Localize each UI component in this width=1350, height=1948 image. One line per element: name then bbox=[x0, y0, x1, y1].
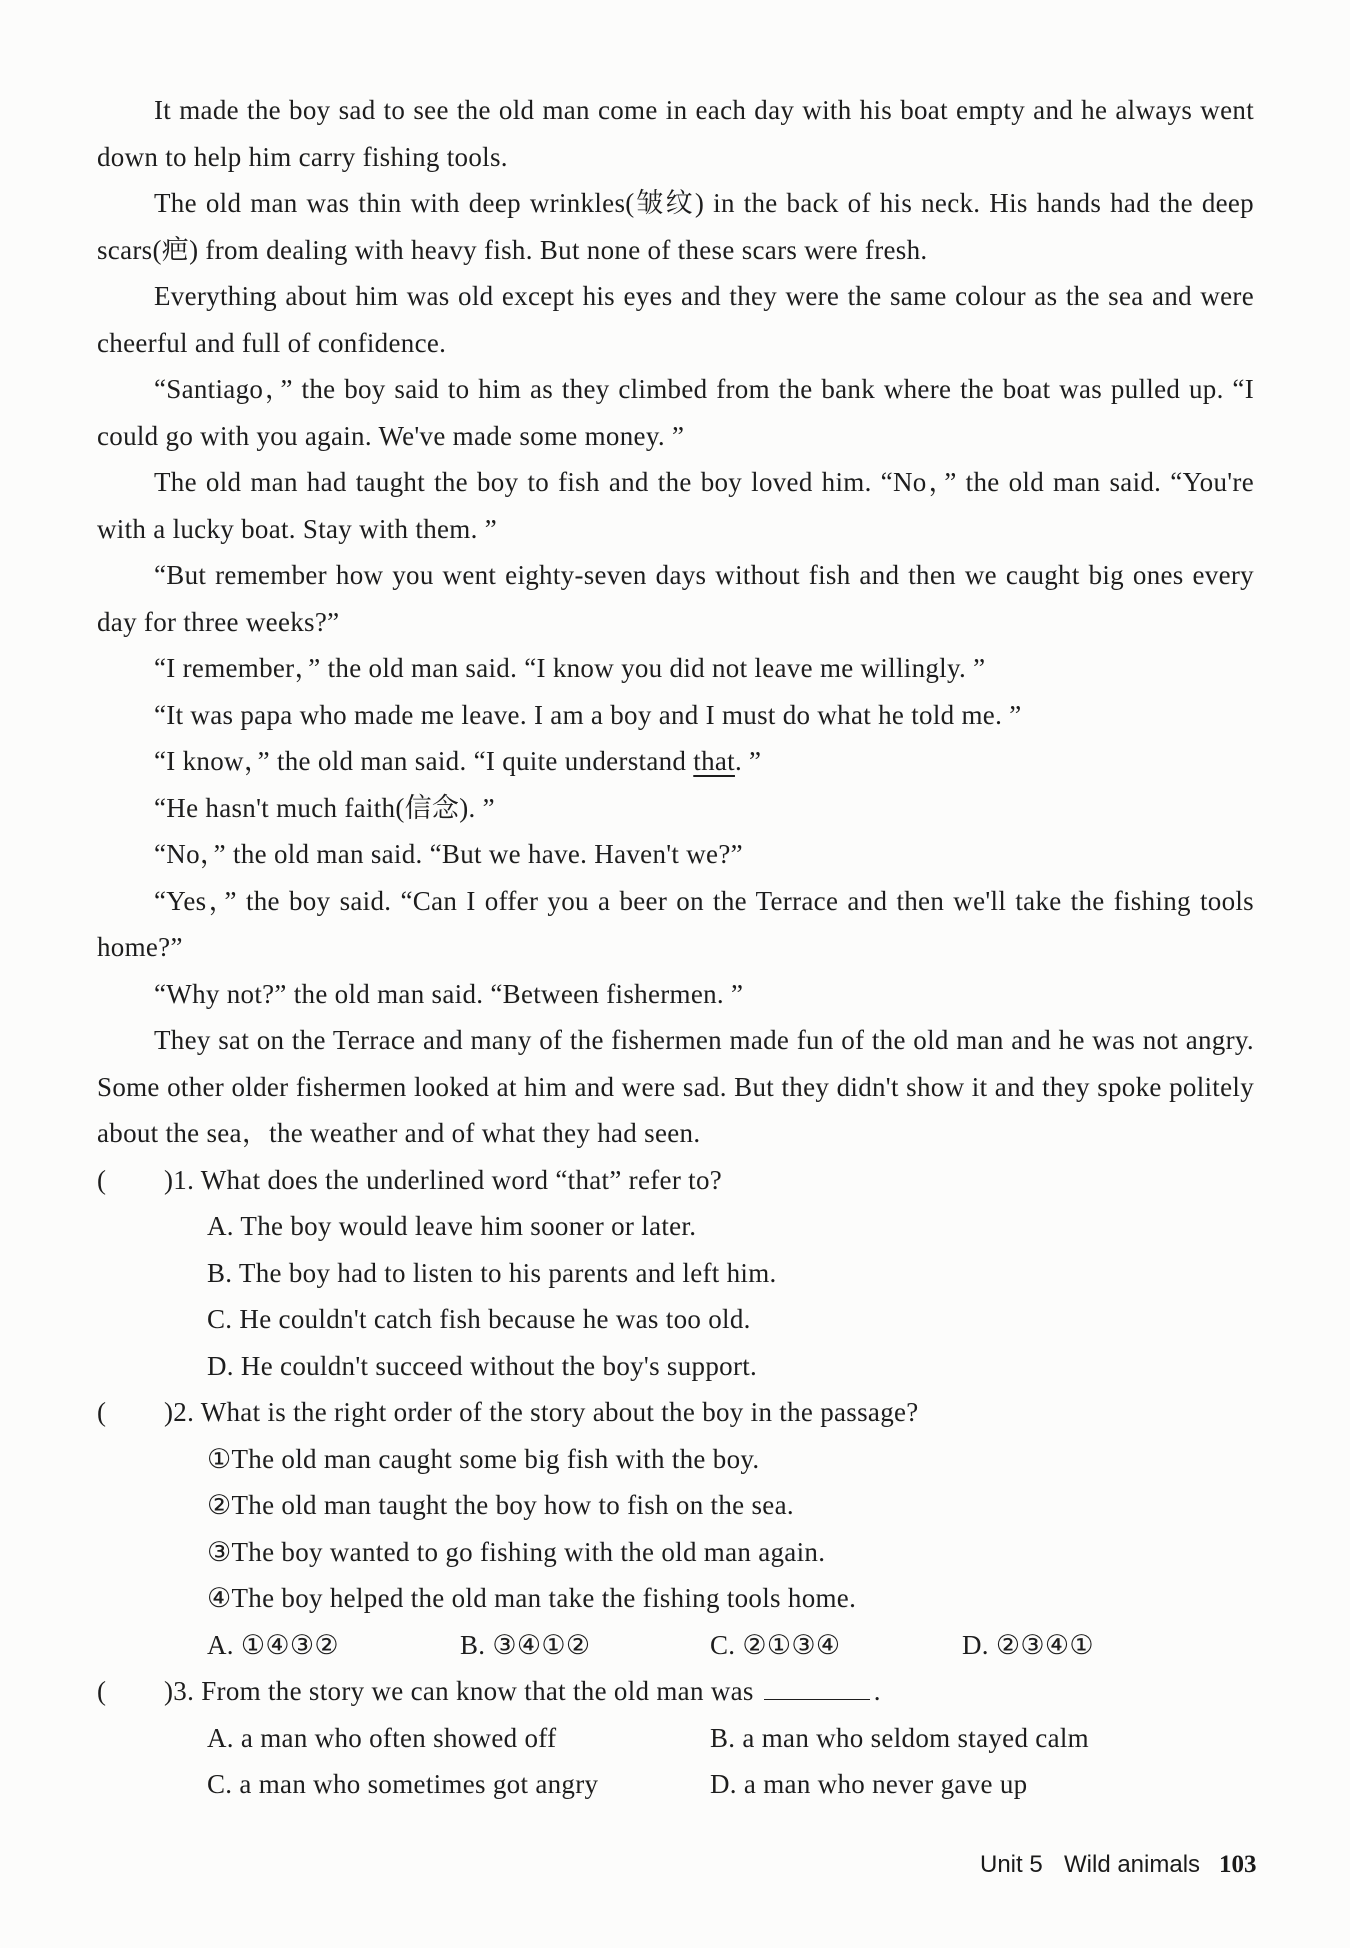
passage-paragraph: The old man had taught the boy to fish and the boy loved him. “No，” the old man said. “You're with a lucky boat. Stay with them. ” bbox=[97, 467, 1254, 544]
passage-paragraph: It made the boy sad to see the old man come in each day with his boat empty and he always went down to help him carry fishing tools. bbox=[97, 95, 1254, 172]
answer-paren-open: ( bbox=[97, 1676, 107, 1706]
page-number: 103 bbox=[1219, 1851, 1257, 1878]
question-stem-row bbox=[97, 1389, 1254, 1436]
passage-paragraph: “No，” the old man said. “But we have. Haven't we?” bbox=[154, 839, 743, 869]
reading-passage bbox=[97, 87, 1254, 1157]
page-content bbox=[97, 87, 1254, 1808]
passage-paragraph: “But remember how you went eighty-seven days without fish and then we caught big ones every day for three weeks?” bbox=[97, 560, 1254, 637]
passage-paragraph bbox=[97, 738, 1254, 785]
event-statement-3: ③The boy wanted to go fishing with the old man again. bbox=[207, 1536, 826, 1567]
event-statement-4: ④The boy helped the old man take the fishing tools home. bbox=[207, 1583, 857, 1613]
passage-paragraph: Everything about him was old except his eyes and they were the same colour as the sea and were cheerful and full of confidence. bbox=[97, 281, 1254, 358]
question-text: What does the underlined word “that” refer to? bbox=[200, 1164, 723, 1195]
question-stem bbox=[164, 1157, 722, 1204]
option-a: A. The boy would leave him sooner or later. bbox=[207, 1211, 697, 1241]
underlined-word: that bbox=[693, 746, 735, 776]
question-1 bbox=[97, 1157, 1254, 1390]
passage-paragraph: “He hasn't much faith(信念). ” bbox=[154, 792, 495, 823]
option-d: D. a man who never gave up bbox=[710, 1769, 1028, 1799]
answer-paren-open: ( bbox=[97, 1164, 107, 1195]
question-stem-row bbox=[97, 1157, 1254, 1204]
paragraph-text: “I know，” the old man said. “I quite understand bbox=[154, 746, 694, 776]
option-row bbox=[97, 1715, 1254, 1762]
question-number: )2. bbox=[164, 1397, 195, 1427]
option-b: B. ③④①② bbox=[460, 1629, 591, 1660]
event-statement-1: ①The old man caught some big fish with the boy. bbox=[207, 1443, 760, 1474]
question-text: From the story we can know that the old man was bbox=[201, 1676, 754, 1706]
answer-paren-open: ( bbox=[97, 1397, 107, 1427]
option-a: A. ①④③② bbox=[207, 1629, 339, 1660]
passage-paragraph: “Santiago，” the boy said to him as they climbed from the bank where the boat was pulled up. “I could go with you again. We've made some money. ” bbox=[97, 374, 1254, 451]
question-stem bbox=[164, 1668, 881, 1715]
option-row bbox=[97, 1622, 1254, 1669]
option-row bbox=[97, 1761, 1254, 1808]
question-stem-row bbox=[97, 1668, 1254, 1715]
passage-paragraph: “Yes，” the boy said. “Can I offer you a beer on the Terrace and then we'll take the fishing tools home?” bbox=[97, 885, 1254, 962]
question-number: )1. bbox=[164, 1164, 195, 1195]
option-c: C. He couldn't catch fish because he was too old. bbox=[207, 1304, 751, 1334]
question-text-end: . bbox=[873, 1676, 881, 1706]
option-c: C. ②①③④ bbox=[710, 1629, 841, 1660]
footer-unit-title: Wild animals bbox=[1064, 1851, 1201, 1878]
passage-paragraph: “It was papa who made me leave. I am a boy and I must do what he told me. ” bbox=[154, 699, 1022, 730]
passage-paragraph: The old man was thin with deep wrinkles(皱纹) in the back of his neck. His hands had the deep scars(疤) from dealing with heavy fish. But none of these scars were fresh. bbox=[97, 188, 1254, 265]
footer-unit: Unit 5 bbox=[980, 1851, 1043, 1878]
option-b: B. The boy had to listen to his parents and left him. bbox=[207, 1257, 777, 1288]
option-c: C. a man who sometimes got angry bbox=[207, 1769, 599, 1799]
question-2 bbox=[97, 1389, 1254, 1668]
answer-blank bbox=[764, 1669, 870, 1700]
event-statement-2: ②The old man taught the boy how to fish on the sea. bbox=[207, 1490, 794, 1520]
passage-paragraph: “Why not?” the old man said. “Between fishermen. ” bbox=[154, 978, 744, 1009]
option-a: A. a man who often showed off bbox=[207, 1722, 557, 1753]
option-d: D. He couldn't succeed without the boy's support. bbox=[207, 1350, 758, 1381]
question-text: What is the right order of the story about the boy in the passage? bbox=[200, 1397, 919, 1427]
question-3 bbox=[97, 1668, 1254, 1808]
question-stem bbox=[164, 1389, 919, 1436]
passage-paragraph: “I remember，” the old man said. “I know you did not leave me willingly. ” bbox=[154, 653, 986, 683]
paragraph-text: . ” bbox=[734, 746, 762, 776]
question-number: )3. bbox=[164, 1676, 195, 1706]
option-d: D. ②③④① bbox=[962, 1629, 1094, 1660]
option-b: B. a man who seldom stayed calm bbox=[710, 1722, 1089, 1753]
passage-paragraph: They sat on the Terrace and many of the fishermen made fun of the old man and he was not angry. Some other older fishermen looked at him and were sad. But they didn't show it and they spoke politely about the sea，the weather and of what they had seen. bbox=[97, 1025, 1254, 1148]
